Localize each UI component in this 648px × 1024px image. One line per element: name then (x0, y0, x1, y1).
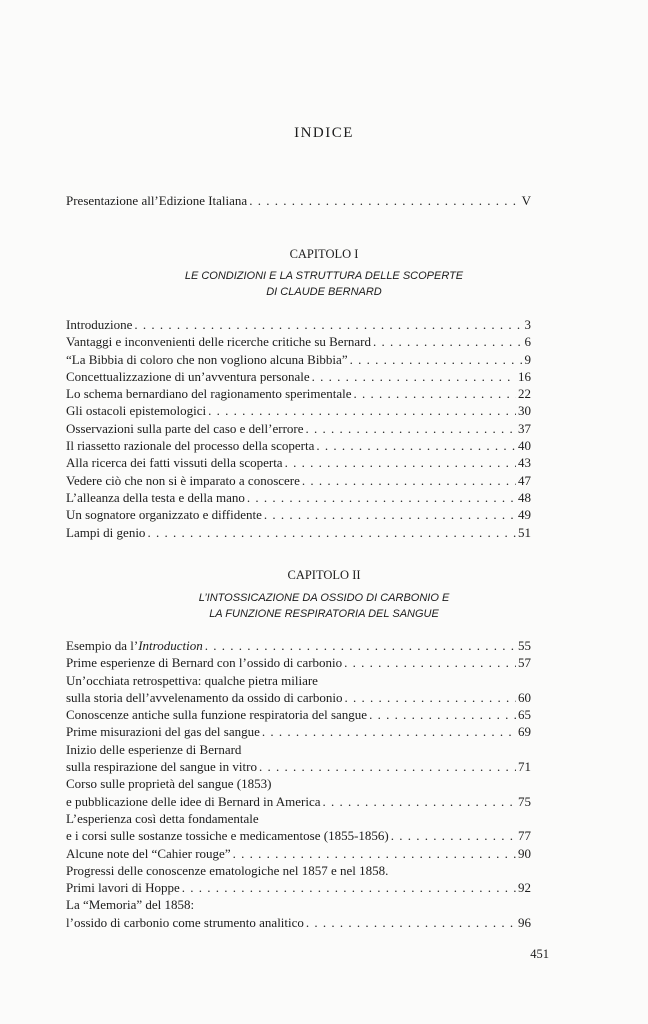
entry-page: 77 (518, 828, 531, 844)
toc-entry (66, 454, 531, 471)
chapter-1-subtitle-line: DI CLAUDE BERNARD (266, 286, 382, 298)
entry-page: 60 (518, 689, 531, 705)
toc-entry (66, 896, 531, 913)
entry-page: 90 (518, 845, 531, 861)
entry-page: 37 (518, 420, 531, 436)
entry-page: 55 (518, 638, 531, 653)
toc-entry (66, 506, 531, 523)
toc-entry (66, 637, 531, 654)
toc-entry (66, 351, 531, 368)
entry-page: 43 (518, 455, 531, 471)
entry-title: La “Memoria” del 1858: (66, 897, 195, 913)
toc-entry (66, 845, 531, 862)
entry-page: 48 (518, 489, 531, 505)
entry-page: V (521, 193, 531, 208)
toc-entry (66, 775, 531, 792)
page-title: INDICE (294, 125, 354, 141)
entry-title: Alla ricerca dei fatti vissuti della scoperta (66, 455, 283, 471)
dot-leader (147, 524, 516, 541)
chapter-1-heading: CAPITOLO I (289, 247, 359, 261)
toc-entry (66, 385, 531, 402)
dot-leader (264, 506, 516, 523)
preface-section (66, 192, 531, 209)
entry-title: Vedere ciò che non si è imparato a conoscere (66, 472, 300, 488)
toc-entry (66, 472, 531, 489)
toc-entry (66, 689, 531, 706)
chapter-1-subtitle-line: LE CONDIZIONI E LA STRUTTURA DELLE SCOPERTE (184, 270, 464, 282)
dot-leader (302, 472, 516, 489)
dot-leader (247, 489, 516, 506)
chapter-1-subtitle (0, 268, 648, 300)
dot-leader (312, 368, 516, 385)
toc-entry (66, 793, 531, 810)
entry-title-italic: Introduction (138, 638, 203, 653)
entry-page: 92 (518, 880, 531, 896)
entry-title: e i corsi sulle sostanze tossiche e medicamentose (1855-1856) (66, 828, 389, 844)
toc-entry (66, 827, 531, 844)
toc-entry (66, 914, 531, 931)
entry-title: e pubblicazione delle idee di Bernard in America (66, 793, 321, 809)
toc-entry (66, 758, 531, 775)
toc-entry (66, 192, 531, 209)
entry-title: “La Bibbia di coloro che non vogliono alcuna Bibbia” (66, 351, 348, 367)
entry-page: 47 (518, 472, 531, 488)
dot-leader (134, 316, 522, 333)
entry-page: 49 (518, 507, 531, 523)
entry-title (66, 637, 203, 654)
entry-page: 22 (518, 386, 531, 402)
dot-leader (285, 454, 516, 471)
entry-title: Il riassetto razionale del processo della scoperta (66, 438, 315, 454)
chapter-2-entries (66, 637, 531, 931)
chapter-2-heading: CAPITOLO II (287, 568, 361, 582)
toc-entry (66, 706, 531, 723)
entry-title: Corso sulle proprietà del sangue (1853) (66, 776, 272, 792)
entry-title: Primi lavori di Hoppe (66, 880, 180, 896)
dot-leader (316, 437, 516, 454)
entry-page: 51 (518, 524, 531, 540)
dot-leader (259, 758, 516, 775)
entry-page: 65 (518, 707, 531, 723)
entry-title: Un sognatore organizzato e diffidente (66, 507, 262, 523)
entry-page: 16 (518, 368, 531, 384)
entry-page: 3 (524, 317, 531, 332)
entry-page: 69 (518, 724, 531, 740)
entry-title: Gli ostacoli epistemologici (66, 403, 207, 419)
toc-entry (66, 879, 531, 896)
page-number: 451 (530, 947, 549, 961)
entry-title: Concettualizzazione di un’avventura personale (66, 368, 310, 384)
toc-entry (66, 741, 531, 758)
dot-leader (262, 723, 516, 740)
dot-leader (249, 192, 519, 209)
entry-page: 96 (518, 914, 531, 930)
entry-title: sulla storia dell’avvelenamento da ossido di carbonio (66, 689, 343, 705)
entry-title: L’alleanza della testa e della mano (66, 489, 245, 505)
entry-title: Lampi di genio (66, 524, 146, 540)
toc-entry (66, 437, 531, 454)
toc-entry (66, 316, 531, 333)
entry-title: Un’occhiata retrospettiva: qualche pietra miliare (66, 672, 318, 688)
chapter-2-subtitle-line: LA FUNZIONE RESPIRATORIA DEL SANGUE (209, 608, 439, 620)
toc-entry (66, 489, 531, 506)
toc-entry (66, 862, 531, 879)
toc-entry (66, 420, 531, 437)
entry-title: Presentazione all’Edizione Italiana (66, 193, 248, 208)
toc-entry (66, 672, 531, 689)
dot-leader (369, 706, 516, 723)
entry-page: 71 (518, 759, 531, 775)
entry-page: 75 (518, 793, 531, 809)
dot-leader (208, 402, 516, 419)
chapter-2-subtitle-line: L’INTOSSICAZIONE DA OSSIDO DI CARBONIO E (198, 592, 450, 604)
entry-title: L’esperienza così detta fondamentale (66, 810, 259, 826)
entry-page: 6 (524, 334, 531, 350)
dot-leader (306, 914, 516, 931)
toc-entry (66, 810, 531, 827)
toc-entry (66, 723, 531, 740)
entry-title: Prime misurazioni del gas del sangue (66, 724, 260, 740)
entry-page: 30 (518, 403, 531, 419)
entry-title: l’ossido di carbonio come strumento analitico (66, 914, 304, 930)
dot-leader (391, 827, 516, 844)
entry-page: 9 (524, 351, 531, 367)
dot-leader (373, 333, 522, 350)
toc-entry (66, 333, 531, 350)
dot-leader (322, 793, 516, 810)
entry-page: 40 (518, 438, 531, 454)
toc-entry (66, 402, 531, 419)
dot-leader (205, 637, 516, 654)
entry-title: Progressi delle conoscenze ematologiche nel 1857 e nel 1858. (66, 862, 389, 878)
entry-title: Alcune note del “Cahier rouge” (66, 845, 231, 861)
entry-title: Prime esperienze di Bernard con l’ossido di carbonio (66, 655, 343, 671)
chapter-1-entries (66, 316, 531, 541)
entry-title: Conoscenze antiche sulla funzione respiratoria del sangue (66, 707, 368, 723)
toc-entry (66, 368, 531, 385)
entry-page: 57 (518, 655, 531, 671)
dot-leader (233, 845, 516, 862)
entry-title: Introduzione (66, 317, 133, 332)
entry-title: Lo schema bernardiano del ragionamento sperimentale (66, 386, 352, 402)
dot-leader (306, 420, 516, 437)
entry-title: Inizio delle esperienze di Bernard (66, 741, 242, 757)
dot-leader (350, 351, 523, 368)
toc-entry (66, 654, 531, 671)
dot-leader (345, 689, 516, 706)
dot-leader (344, 654, 516, 671)
dot-leader (354, 385, 516, 402)
dot-leader (182, 879, 516, 896)
toc-entry (66, 524, 531, 541)
chapter-2-subtitle (0, 590, 648, 622)
entry-title: Osservazioni sulla parte del caso e dell’errore (66, 420, 304, 436)
entry-title-text: Esempio da l’ (66, 638, 139, 653)
entry-title: sulla respirazione del sangue in vitro (66, 759, 257, 775)
entry-title: Vantaggi e inconvenienti delle ricerche critiche su Bernard (66, 334, 372, 350)
